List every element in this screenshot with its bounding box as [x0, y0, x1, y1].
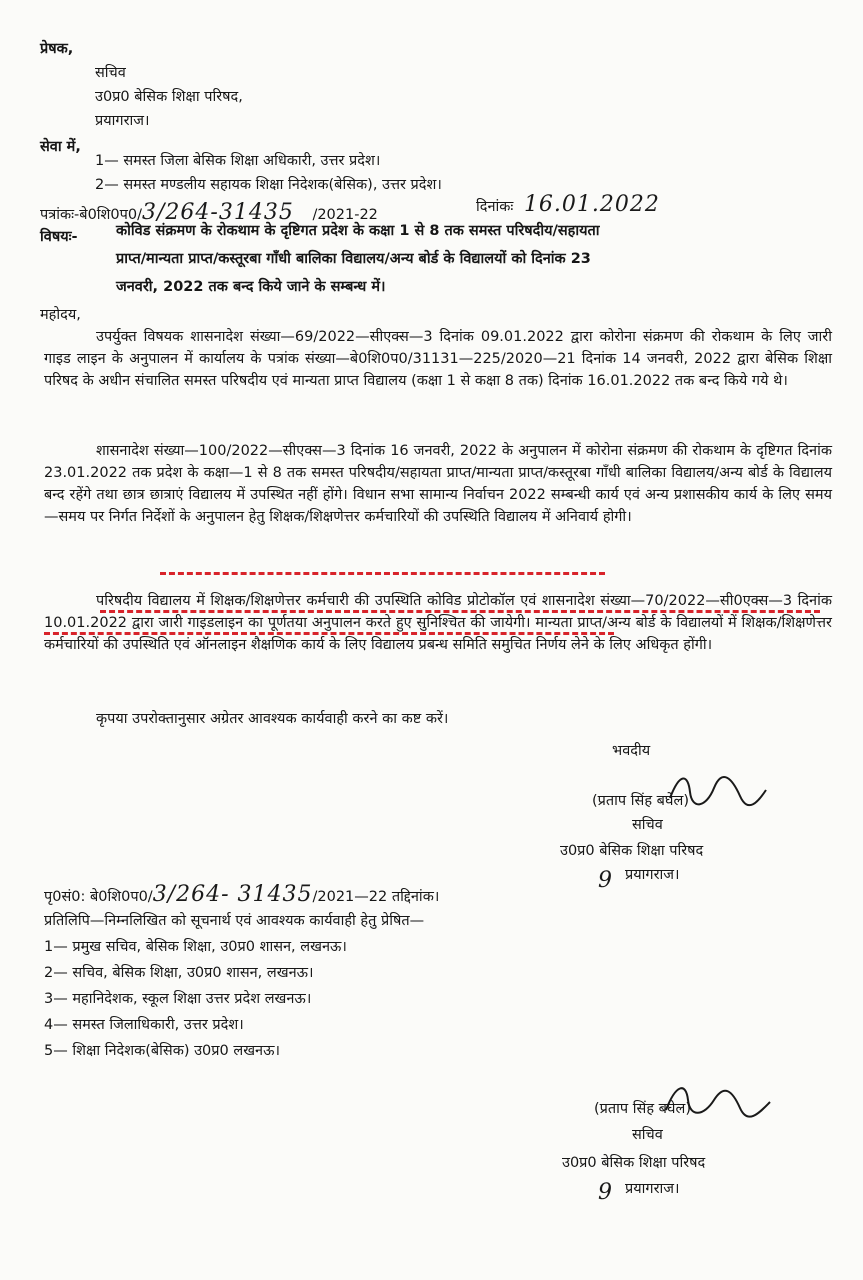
subject-line: कोविड संक्रमण के रोकथाम के दृष्टिगत प्रदेश के कक्षा 1 से 8 तक समस्त परिषदीय/सहायता: [116, 223, 600, 239]
signatory-designation: सचिव: [632, 817, 663, 833]
sender-office: उ0प्र0 बेसिक शिक्षा परिषद,: [95, 89, 243, 105]
copy-ref-prefix: पृ0सं0: बे0शि0प0/: [44, 889, 153, 905]
subject-label: विषयः-: [40, 229, 78, 245]
list-item: 5— शिक्षा निदेशक(बेसिक) उ0प्र0 लखनऊ।: [44, 1043, 280, 1059]
subject-line: प्राप्त/मान्यता प्राप्त/कस्तूरबा गाँधी बालिका विद्यालय/अन्य बोर्ड के विद्यालयों को दिनांक 23: [116, 251, 591, 267]
copy-ref-suffix: /2021—22 तद्दिनांक।: [312, 889, 440, 905]
paragraph-1: उपर्युक्त विषयक शासनादेश संख्या—69/2022—सीएक्स—3 दिनांक 09.01.2022 द्वारा कोरोना संक्रमण की रोकथाम के लिए जारी गाइड लाइन के अनुपालन में कार्यालय के पत्रांक संख्या—बे0शि0प0/31131—225/2020—21 दिनांक 14 जनवरी, 2022 द्वारा बेसिक शिक्षा परिषद के अधीन संचालित समस्त परिषदीय एवं मान्यता प्राप्त विद्यालय (कक्षा 1 से कक्षा 8 तक) दिनांक 16.01.2022 तक बन्द किये गये थे।: [44, 329, 832, 389]
signatory-city: प्रयागराज।: [625, 1181, 680, 1197]
sender-city: प्रयागराज।: [95, 113, 150, 129]
paragraph-3: परिषदीय विद्यालय में शिक्षक/शिक्षणेत्तर कर्मचारी की उपस्थिति कोविड प्रोटोकॉल एवं शासनादेश संख्या—70/2022—सी0एक्स—3 दिनांक 10.01.2022 द्वारा जारी गाइडलाइन का पूर्णतया अनुपालन करते हुए सुनिश्चित की जायेगी। मान्यता प्राप्त/अन्य बोर्ड के विद्यालयों में शिक्षक/शिक्षणेत्तर कर्मचारियों की उपस्थिति एवं ऑनलाइन शैक्षणिक कार्य के लिए विद्यालय प्रबन्ध समिति समुचित निर्णय लेने के लिए अधिकृत होंगी।: [44, 593, 832, 653]
signature-scribble: [662, 768, 772, 812]
list-item: 3— महानिदेशक, स्कूल शिक्षा उत्तर प्रदेश लखनऊ।: [44, 991, 312, 1007]
recipient-item: 2— समस्त मण्डलीय सहायक शिक्षा निदेशक(बेसिक), उत्तर प्रदेश।: [95, 177, 442, 193]
list-item: 1— प्रमुख सचिव, बेसिक शिक्षा, उ0प्र0 शासन, लखनऊ।: [44, 939, 347, 955]
list-item: 2— सचिव, बेसिक शिक्षा, उ0प्र0 शासन, लखनऊ।: [44, 965, 314, 981]
signatory-city: प्रयागराज।: [625, 867, 680, 883]
signatory-name: (प्रताप सिंह बघेल): [594, 1101, 691, 1117]
copy-reference: [44, 884, 439, 908]
recipient-item: 1— समस्त जिला बेसिक शिक्षा अधिकारी, उत्तर प्रदेश।: [95, 153, 381, 169]
signatory-office: उ0प्र0 बेसिक शिक्षा परिषद: [560, 843, 704, 859]
reference-prefix: पत्रांकः-बे0शि0प0/: [40, 207, 142, 223]
recipients-label: सेवा में,: [40, 139, 81, 155]
signatory-designation: सचिव: [632, 1127, 663, 1143]
highlight-underline: [44, 632, 614, 635]
initial-mark: 9: [598, 868, 613, 893]
copy-ref-number-handwritten: 3/264- 31435: [152, 882, 313, 907]
paragraph-2: शासनादेश संख्या—100/2022—सीएक्स—3 दिनांक 16 जनवरी, 2022 के अनुपालन में कोरोना संक्रमण की रोकथाम के दृष्टिगत दिनांक 23.01.2022 तक प्रदेश के कक्षा—1 से 8 तक समस्त परिषदीय/सहायता प्राप्त/मान्यता प्राप्त/कस्तूरबा गाँधी बालिका विद्यालय/अन्य बोर्ड के विद्यालय बन्द रहेंगे तथा छात्र छात्राएं विद्यालय में उपस्थित नहीं होंगे। विधान सभा सामान्य निर्वाचन 2022 सम्बन्धी कार्य एवं अन्य प्रशासकीय कार्य के लिए समय—समय पर निर्गत निर्देशों के अनुपालन हेतु शिक्षक/शिक्षणेत्तर कर्मचारियों की उपस्थिति विद्यालय में अनिवार्य होगी।: [44, 443, 832, 525]
list-item: 4— समस्त जिलाधिकारी, उत्तर प्रदेश।: [44, 1017, 244, 1033]
highlight-underline: [160, 572, 605, 575]
reference-date: [476, 194, 660, 218]
copy-to-list: [44, 936, 347, 1066]
closing: भवदीय: [612, 743, 651, 759]
subject-line: जनवरी, 2022 तक बन्द किये जाने के सम्बन्ध में।: [116, 279, 386, 295]
initial-mark: 9: [598, 1180, 613, 1205]
date-label: दिनांकः: [476, 199, 514, 215]
signatory-office: उ0प्र0 बेसिक शिक्षा परिषद: [562, 1155, 706, 1171]
reference-year: /2021-22: [312, 207, 378, 223]
sender-designation: सचिव: [95, 65, 126, 81]
signature-scribble: [656, 1078, 776, 1122]
sender-label: प्रेषक,: [40, 41, 74, 57]
highlight-underline: [100, 610, 820, 613]
salutation: महोदय,: [40, 307, 81, 323]
paragraph-4: कृपया उपरोक्तानुसार अग्रेतर आवश्यक कार्यवाही करने का कष्ट करें।: [96, 711, 449, 727]
signatory-name: (प्रताप सिंह बघेल): [592, 793, 689, 809]
date-handwritten: 16.01.2022: [523, 192, 660, 217]
copy-to-label: प्रतिलिपि—निम्नलिखित को सूचनार्थ एवं आवश्यक कार्यवाही हेतु प्रेषित—: [44, 913, 425, 929]
reference-number-handwritten: 3/264-31435: [142, 200, 294, 225]
